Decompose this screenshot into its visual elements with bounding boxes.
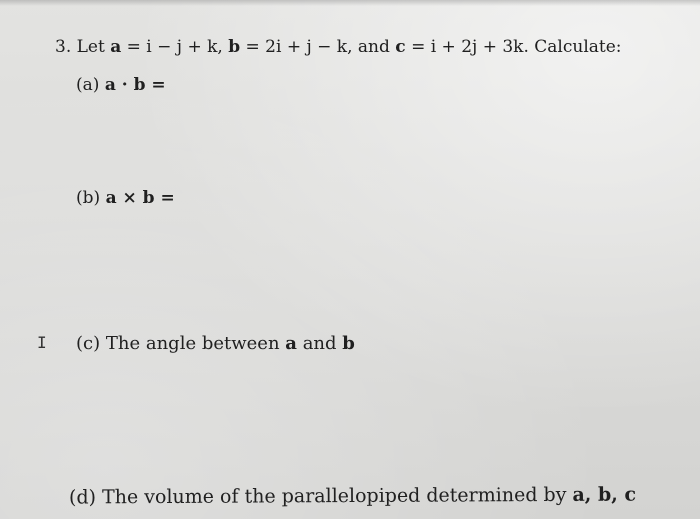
part-d-vectors: a, b, c [572,483,637,506]
part-d [69,485,636,508]
part-c-text: The angle between [105,333,280,354]
part-b [76,188,175,208]
part-a [76,75,166,95]
problem-statement [55,37,622,57]
part-c-vector-2: b [342,333,355,354]
statement-lead: Let [76,37,105,57]
instruction-text: Calculate: [534,37,622,57]
part-c-label: (c) [76,333,101,354]
vector-a-symbol: a [110,37,122,57]
vector-a-definition: = i − j + k, [126,37,223,57]
part-c-conjunction: and [302,333,337,354]
part-d-text: The volume of the parallelopiped determined by [101,483,567,509]
vector-c-definition: = i + 2j + 3k. [411,37,529,57]
part-b-expression: a × b = [105,188,175,208]
vector-b-definition: = 2i + j − k, and [245,37,390,57]
top-edge-shadow [0,0,700,6]
vector-b-symbol: b [228,37,241,57]
text-cursor-icon: I [37,333,47,352]
part-c [76,334,355,354]
part-d-label: (d) [68,486,97,509]
part-a-label: (a) [76,75,100,95]
part-a-expression: a · b = [104,75,166,95]
part-c-vector-1: a [285,333,297,354]
vector-c-symbol: c [395,37,406,57]
part-b-label: (b) [76,188,101,208]
problem-number: 3. [55,37,72,57]
